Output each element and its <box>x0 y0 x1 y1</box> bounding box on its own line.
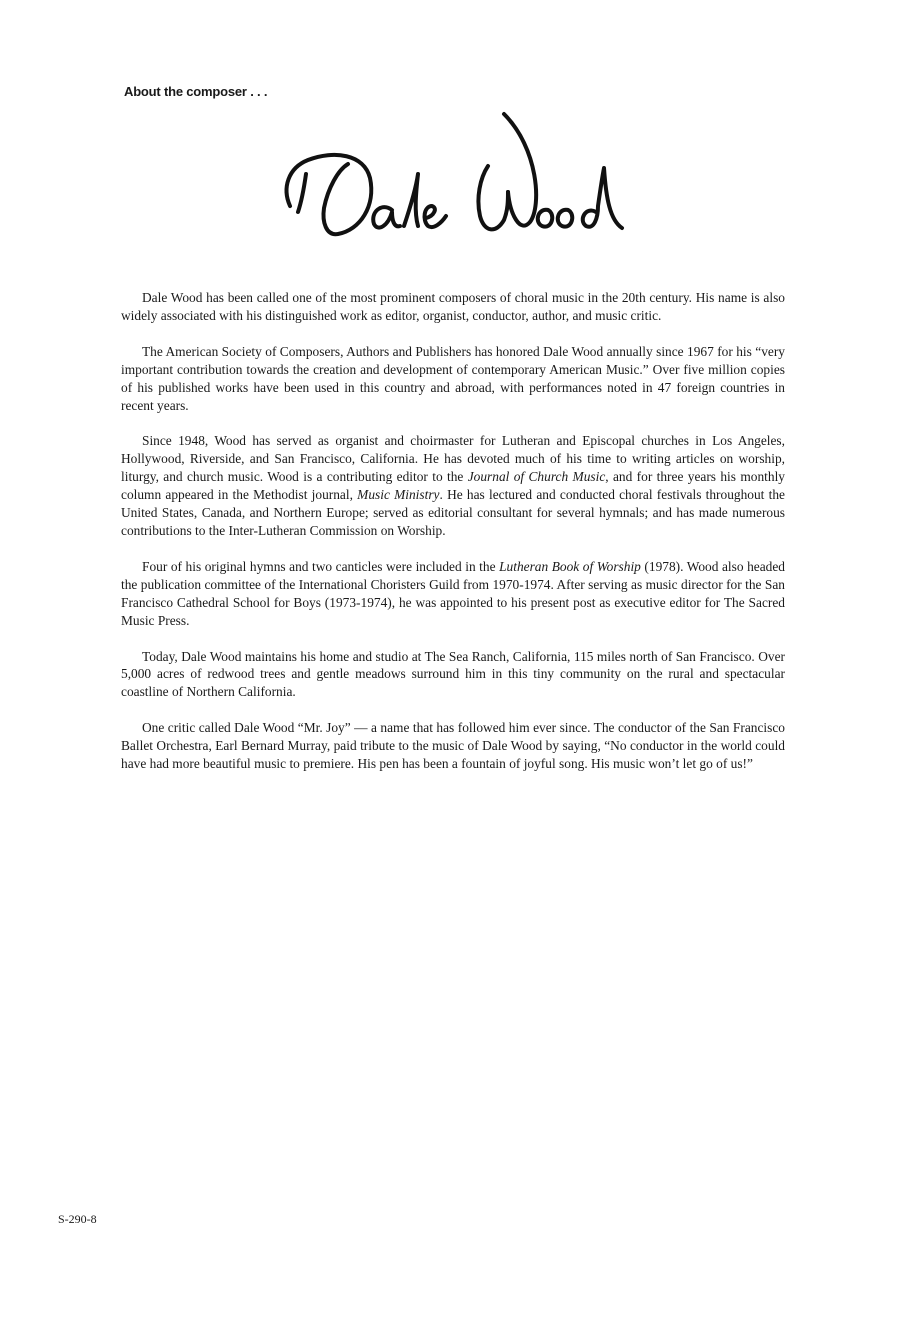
paragraph-6: One critic called Dale Wood “Mr. Joy” — a name that has followed him ever since. The conductor of the San Francisco Ballet Orchestra, Earl Bernard Murray, paid tribute to the music of Dale Wood by saying, “No conductor in the world could have had more beautiful music to premiere. His pen has been a fountain of joyful song. His music won’t let go of us!” <box>121 720 785 772</box>
paragraph-2: The American Society of Composers, Authors and Publishers has honored Dale Wood annually since 1967 for his “very important contribution towards the creation and development of contemporary American Music.” Over five million copies of his published works have been used in this country and abroad, with performances noted in 47 foreign countries in recent years. <box>121 343 785 413</box>
body-text <box>121 289 785 791</box>
signature-image <box>276 108 626 258</box>
paragraph-5: Today, Dale Wood maintains his home and studio at The Sea Ranch, California, 115 miles north of San Francisco. Over 5,000 acres of redwood trees and gentle meadows surround him in this tiny community on the rural and spectacular coastline of Northern California. <box>121 648 785 700</box>
paragraph-1: Dale Wood has been called one of the most prominent composers of choral music in the 20th century. His name is also widely associated with his distinguished work as editor, organist, conductor, author, and music critic. <box>121 290 785 323</box>
journal-title: Music Ministry <box>357 487 440 503</box>
journal-title: Journal of Church Music <box>467 469 606 485</box>
book-title: Lutheran Book of Worship <box>499 558 641 574</box>
catalog-number: S-290-8 <box>58 1212 97 1226</box>
paragraph-3: Since 1948, Wood has served as organist and choirmaster for Lutheran and Episcopal churches in Los Angeles, Hollywood, Riverside, and San Francisco, California. He has devoted much of his time to writing articles on worship, liturgy, and church music. Wood is a contributing editor to the Journal of Church Music, and for three years his monthly column appeared in the Methodist journal, Music Ministry. He has lectured and conducted choral festivals throughout the United States, Canada, and Northern Europe; served as editorial consultant for several hymnals; and has made numerous contributions to the Inter-Lutheran Commission on Worship. <box>121 433 785 538</box>
page-heading: About the composer . . . <box>124 84 268 99</box>
paragraph-4: Four of his original hymns and two canticles were included in the Lutheran Book of Worship (1978). Wood also headed the publication committee of the International Choristers Guild from 1970-1974. After serving as music director for the San Francisco Cathedral School for Boys (1973-1974), he was appointed to his present post as executive editor for The Sacred Music Press. <box>121 558 785 628</box>
